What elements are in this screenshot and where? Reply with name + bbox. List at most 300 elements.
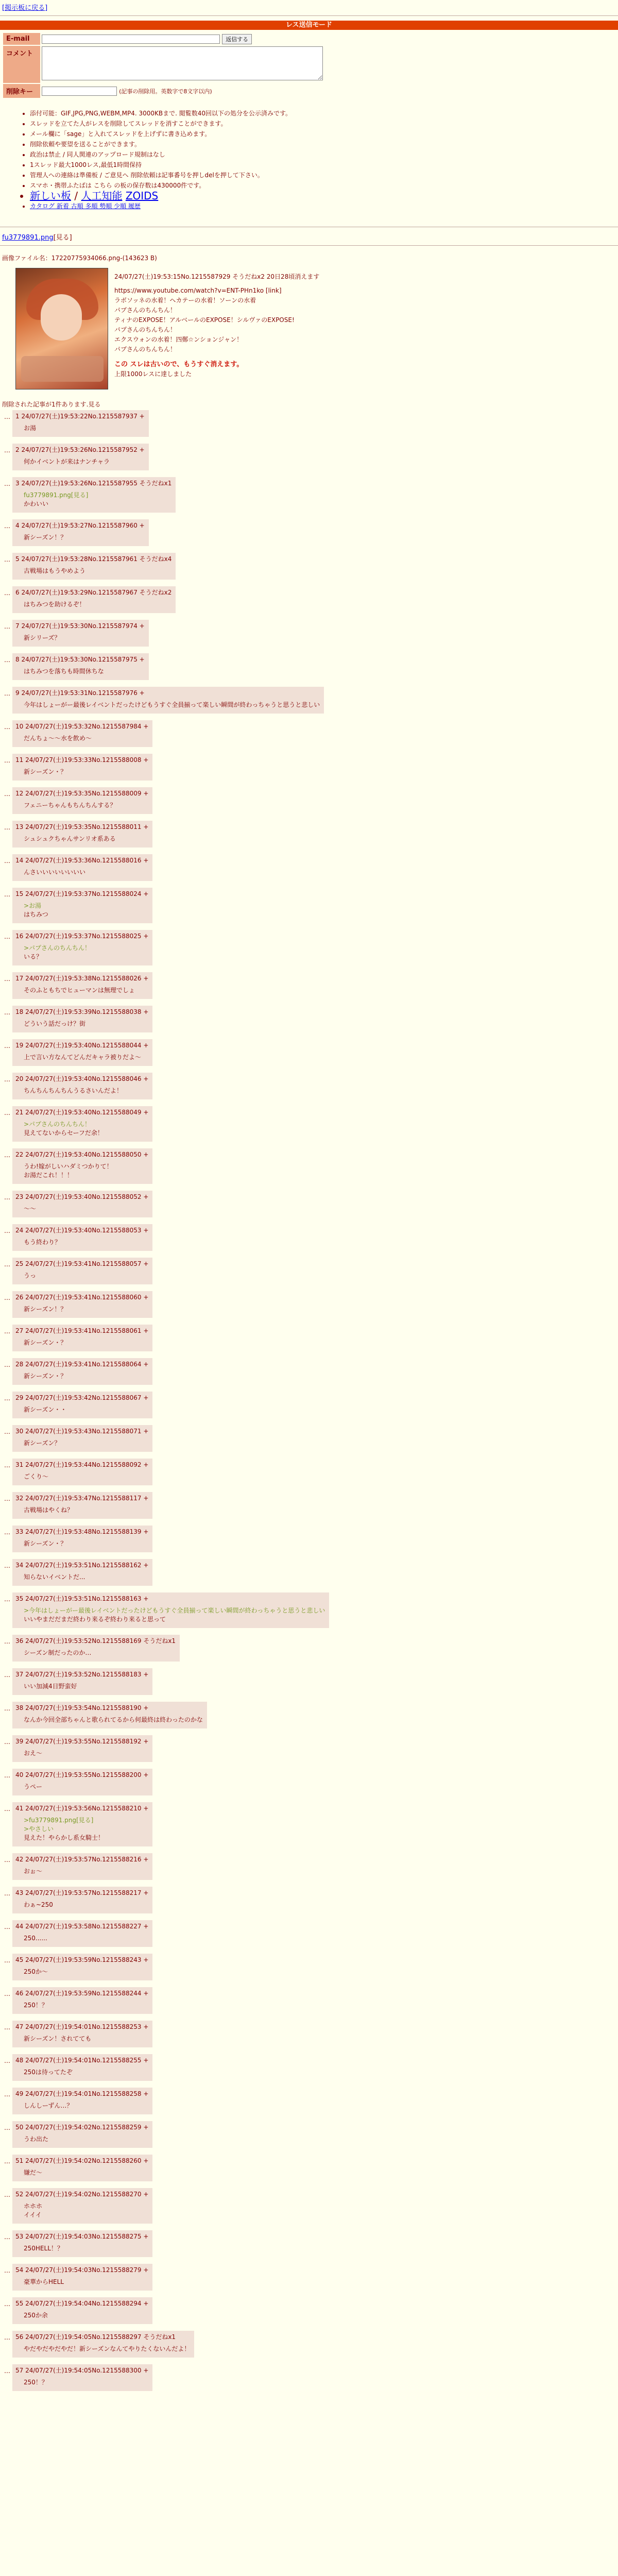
reply-body [24,2168,148,2177]
reply-box [12,1148,152,1184]
reply-header[interactable]: 38 24/07/27(土)19:53:54No.1215588190 + [15,1704,149,1711]
reply-box [12,2331,194,2358]
reply-body [24,634,145,642]
reply-indent-mark: … [4,1638,10,1645]
reply-box [12,754,152,781]
op-header: 24/07/27(土)19:53:15No.1215587929 そうだねx2 20日28頃消えます [114,273,320,280]
reply-indent-mark: … [4,1328,10,1335]
reply-box [12,2021,152,2047]
reply-header[interactable]: 11 24/07/27(土)19:53:33No.1215588008 + [15,756,149,764]
reply-text: ホホホ [24,2202,43,2210]
catalog-link[interactable]: カタログ 新着 古順 多順 勢順 少順 履歴 [30,202,141,210]
reply-box [12,444,149,470]
reply-header[interactable]: 43 24/07/27(土)19:53:57No.1215588217 + [15,1889,149,1896]
reply-header[interactable]: 16 24/07/27(土)19:53:37No.1215588025 + [15,933,149,940]
reply-body [24,1606,325,1624]
reply-box [12,1358,152,1385]
reply-body [24,2035,148,2043]
reply-indent-mark: … [4,975,10,982]
top-file-link [2,232,72,242]
reply-body [24,1749,148,1758]
reply-body [24,2244,148,2253]
reply-text: やだやだやだやだ！新シーズンなんてやりたくないんだよ！ [24,2345,191,2352]
notice-item: • 1スレッド最大1000レス,最低1時間保持 [30,160,291,170]
thumb-swimsuit [21,356,104,382]
reply-text: どういう話だっけ？街 [24,1020,86,1027]
reply-header[interactable]: 26 24/07/27(土)19:53:41No.1215588060 + [15,1294,149,1301]
reply-body [24,1472,148,1481]
reply-indent-mark: … [4,2057,10,2064]
reply-header[interactable]: 15 24/07/27(土)19:53:37No.1215588024 + [15,890,149,897]
reply-body [24,2311,148,2320]
reply-header[interactable]: 12 24/07/27(土)19:53:35No.1215588009 + [15,790,149,797]
reply-header[interactable]: 6 24/07/27(土)19:53:29No.1215587967 そうだねx2 [15,589,172,596]
reply-box [12,2264,152,2291]
reply-indent-mark: … [4,1076,10,1083]
reply-indent-mark: … [4,1361,10,1368]
reply-box [12,1668,152,1695]
op-line: ティナのEXPOSE！アルベールのEXPOSE！シルヴァのEXPOSE! [114,316,295,324]
reply-text: いる？ [24,953,43,960]
reply-header[interactable]: 37 24/07/27(土)19:53:52No.1215588183 + [15,1671,149,1678]
reply-indent-mark: … [4,2367,10,2375]
reply-text: 250HELL！？ [24,2245,63,2252]
reply-box [12,653,149,680]
reply-header[interactable]: 14 24/07/27(土)19:53:36No.1215588016 + [15,857,149,864]
reply-body [24,1338,148,1347]
reply-body [24,491,171,509]
reply-text: 嫌だ〜 [24,2169,43,2176]
reply-header[interactable]: 19 24/07/27(土)19:53:40No.1215588044 + [15,1042,149,1049]
reply-text: だんちょ〜〜水を飲め〜 [24,735,92,742]
comment-field[interactable] [42,46,323,80]
reply-header[interactable]: 51 24/07/27(土)19:54:02No.1215588260 + [15,2157,149,2164]
reply-header[interactable]: 42 24/07/27(土)19:53:57No.1215588216 + [15,1856,149,1863]
reply-indent-mark: … [4,2124,10,2131]
reply-header[interactable]: 22 24/07/27(土)19:53:40No.1215588050 + [15,1151,149,1158]
reply-indent-mark: … [4,1109,10,1116]
reply-text: はちみつを落ちも時間休ちな [24,668,104,675]
reply-box [12,854,152,881]
reply-box [12,2088,152,2114]
reply-header[interactable]: 13 24/07/27(土)19:53:35No.1215588011 + [15,823,149,831]
reply-header[interactable]: 28 24/07/27(土)19:53:41No.1215588064 + [15,1361,149,1368]
reply-text: 上で言い方なんてどんだキャラ被りだよ〜 [24,1054,142,1061]
reply-header[interactable]: 21 24/07/27(土)19:53:40No.1215588049 + [15,1109,149,1116]
reply-body [24,801,148,810]
reply-box [12,620,149,647]
reply-indent-mark: … [4,723,10,731]
reply-indent-mark: … [4,1462,10,1469]
reply-text: うわ出た [24,2136,49,2143]
reply-indent-mark: … [4,1772,10,1779]
reply-header[interactable]: 36 24/07/27(土)19:53:52No.1215588169 そうだねx1 [15,1637,176,1645]
reply-header[interactable]: 30 24/07/27(土)19:53:43No.1215588071 + [15,1428,149,1435]
thread-limit-note: 上限1000レスに達しました [114,370,192,378]
reply-text: 新シーズン！？ [24,1306,67,1313]
reply-box [12,1006,152,1032]
board-link-zoids[interactable]: ZOIDS [125,190,159,202]
reply-indent-mark: … [4,857,10,865]
reply-box [12,1425,152,1452]
reply-indent-mark: … [4,1705,10,1712]
reply-body [24,868,148,877]
reply-header[interactable]: 10 24/07/27(土)19:53:32No.1215587984 + [15,723,149,730]
reply-header[interactable]: 49 24/07/27(土)19:54:01No.1215588258 + [15,2090,149,2097]
reply-header[interactable]: 4 24/07/27(土)19:53:27No.1215587960 + [15,522,145,529]
reply-box [12,1492,152,1519]
op-body [114,286,295,379]
reply-indent-mark: … [4,757,10,764]
reply-box [12,1392,152,1418]
reply-text: そのふともちでヒューマンは無理でしょ [24,987,135,994]
reply-header[interactable]: 7 24/07/27(土)19:53:30No.1215587974 + [15,622,145,630]
reply-body [24,768,148,776]
notice-item: • 管理人への連絡は準備板 / ご意見へ 削除依頼は記事番号を押しdelを押して下さい。 [30,170,291,180]
reply-body [24,1020,148,1028]
reply-body [24,1816,148,1842]
reply-indent-mark: … [4,1805,10,1812]
reply-body [24,1867,148,1876]
reply-text: 新シリーズ？ [24,634,61,641]
reply-text: 新シーズン・？ [24,1540,67,1547]
notice-item: • 政治は禁止 / 同人関連のアップロード規制はなし [30,149,291,160]
reply-body [24,567,171,575]
reply-header[interactable]: 44 24/07/27(土)19:53:58No.1215588227 + [15,1923,149,1930]
op-line: エクスウォンの水着！四鄭☆ンションジャン！ [114,336,243,343]
reply-header[interactable]: 5 24/07/27(土)19:53:28No.1215587961 そうだねx4 [15,555,172,563]
reply-text: 新シーズン・？ [24,1372,67,1380]
reply-indent-mark: … [4,1957,10,1964]
reply-box [12,586,176,613]
reply-text: しんしーずん…？ [24,2102,73,2109]
delkey-note: (記事の削除用。英数字で8文字以内) [119,88,212,95]
reply-body [24,2278,148,2286]
reply-text: ちんちんちんちんうるさいんだよ！ [24,1087,123,1094]
reply-indent-mark: … [4,1856,10,1863]
reply-box [12,1106,152,1142]
reply-box [12,888,152,923]
notice-item: • 削除依頼や要望を送ることができます。 [30,139,291,149]
reply-body [24,2102,148,2110]
reply-indent-mark: … [4,1151,10,1159]
reply-header[interactable]: 46 24/07/27(土)19:53:59No.1215588244 + [15,1990,149,1997]
reply-text: お湯だこれ！！！ [24,1172,74,1179]
reply-indent-mark: … [4,1227,10,1234]
reply-indent-mark: … [4,2334,10,2341]
reply-indent-mark: … [4,2300,10,2308]
op-file-info[interactable]: 画像ファイル名：17220775934066.png-(143623 B) [2,255,157,262]
comment-label: コメント [3,46,40,83]
reply-box [12,930,152,965]
reply-box [12,2297,152,2324]
back-to-board-link[interactable] [2,2,47,12]
reply-indent-mark: … [4,656,10,664]
reply-box [12,519,149,546]
reply-body [24,1205,148,1213]
reply-text: 新シーズン！？ [24,534,67,541]
reply-body [24,1901,148,1909]
reply-text: いいやまだだまだ終わり来るぞ終わり来ると思って [24,1616,166,1623]
reply-body [24,2135,148,2144]
reply-header[interactable]: 54 24/07/27(土)19:54:03No.1215588279 + [15,2266,149,2274]
reply-body [24,1573,148,1582]
reply-indent-mark: … [4,891,10,898]
reply-body [24,835,148,843]
reply-body [24,2001,148,2010]
delkey-field[interactable] [42,87,117,96]
reply-indent-mark: … [4,2267,10,2274]
reply-box [12,1802,152,1846]
reply-text: 新シーズン・？ [24,768,67,775]
reply-text: わぁ~250 [24,1901,53,1908]
reply-box [12,1702,207,1728]
reply-header[interactable]: 45 24/07/27(土)19:53:59No.1215588243 + [15,1956,149,1963]
reply-box [12,1224,152,1251]
reply-body [24,1682,148,1691]
reply-box [12,1291,152,1318]
reply-indent-mark: … [4,1890,10,1897]
op-thumbnail-image[interactable] [15,268,108,389]
reply-header[interactable]: 17 24/07/27(土)19:53:38No.1215588026 + [15,975,149,982]
submit-button[interactable]: 返信する [222,34,252,44]
notice-item: • メール欄に「sage」と入れてスレッドを上げずに書き込めます。 [30,129,291,139]
reply-indent-mark: … [4,933,10,940]
reply-indent-mark: … [4,1428,10,1435]
reply-text: なんか今回全部ちゃんと歌られてるから何最終は終わったのかな [24,1716,203,1723]
reply-header[interactable]: 57 24/07/27(土)19:54:05No.1215588300 + [15,2367,149,2374]
reply-indent-mark: … [4,1596,10,1603]
notice-item: • スマホ・携帯ふたばは こちら の板の保存数は430000件です。 [30,180,291,191]
reply-indent-mark: … [4,790,10,798]
reply-box [12,1559,152,1586]
reply-box [12,687,324,714]
reply-box [12,1887,152,1913]
reply-text: シュシュクちゃんサンリオ系ある [24,835,116,842]
reply-body [24,1162,148,1180]
reply-body [24,1372,148,1381]
reply-box [12,410,149,437]
reply-indent-mark: … [4,1990,10,1997]
reply-body [24,1934,148,1943]
thumb-face [41,294,82,341]
reply-text: うっ [24,1272,37,1279]
reply-text: 250...... [24,1935,47,1942]
reply-text: 何かイベントが来はナンチャラ [24,458,110,465]
reply-text: 新シーズン！されてても [24,2035,92,2042]
reply-header[interactable]: 23 24/07/27(土)19:53:40No.1215588052 + [15,1193,149,1200]
email-label: E-mail [3,33,40,45]
reply-box [12,972,152,999]
file-view-suffix: [見る] [53,234,72,242]
reply-header[interactable]: 8 24/07/27(土)19:53:30No.1215587975 + [15,656,145,663]
reply-header[interactable]: 32 24/07/27(土)19:53:47No.1215588117 + [15,1495,149,1502]
reply-header[interactable]: 24 24/07/27(土)19:53:40No.1215588053 + [15,1227,149,1234]
reply-header[interactable]: 50 24/07/27(土)19:54:02No.1215588259 + [15,2124,149,2131]
reply-box [12,477,176,513]
reply-indent-mark: … [4,1395,10,1402]
reply-header[interactable]: 47 24/07/27(土)19:54:01No.1215588253 + [15,2023,149,2030]
reply-header[interactable]: 35 24/07/27(土)19:53:51No.1215588163 + [15,1595,149,1602]
reply-body [24,667,145,676]
reply-header[interactable]: 9 24/07/27(土)19:53:31No.1215587976 + [15,689,145,697]
reply-body [24,1439,148,1448]
reply-body [24,2378,148,2387]
reply-box [12,1039,152,1066]
reply-text: フェニーちゃんもちんちんする？ [24,802,116,809]
reply-quote: >パプさんのちんちん！ [24,1121,91,1128]
reply-body [24,1305,148,1314]
reply-box [12,2188,152,2224]
reply-indent-mark: … [4,1294,10,1301]
reply-box [12,2364,152,2391]
reply-body [24,944,148,961]
reply-indent-mark: … [4,556,10,563]
reply-body [24,1053,148,1062]
reply-text: もう終わり？ [24,1239,61,1246]
reply-box [12,821,152,848]
reply-body [24,1716,203,1724]
reply-header[interactable]: 3 24/07/27(土)19:53:26No.1215587955 そうだねx1 [15,480,172,487]
reply-body [24,424,145,433]
reply-indent-mark: … [4,480,10,487]
board-link-new[interactable]: 新しい板 [30,190,71,202]
board-link-ai[interactable]: 人工知能 [81,190,123,202]
reply-text: 今年はしょーがー最後レイベントだったけどもうすぐ全員揃って楽しい瞬間が終わっちゃうと思うと悲しい [24,701,320,708]
reply-text: 古戦場はやくね？ [24,1506,74,1514]
reply-text: 新シーズン？ [24,1439,61,1447]
notice-item: • スレッドを立てた人がレスを削除してスレッドを消すことができます。 [30,118,291,129]
reply-box [12,2121,152,2148]
reply-header[interactable]: 20 24/07/27(土)19:53:40No.1215588046 + [15,1075,149,1082]
reply-box [12,1592,329,1628]
reply-body [24,533,145,542]
reply-body [24,1120,148,1138]
op-line: パプさんのちんちん！ [114,307,177,314]
reply-indent-mark: … [4,1495,10,1502]
email-field[interactable] [42,35,220,44]
reply-body [24,1238,148,1247]
reply-body [24,1087,148,1095]
reply-text: 新シーズン・？ [24,1339,67,1346]
reply-text: 古戦場はもうやめよう [24,567,86,574]
reply-header[interactable]: 29 24/07/27(土)19:53:42No.1215588067 + [15,1394,149,1401]
reply-header[interactable]: 56 24/07/27(土)19:54:05No.1215588297 そうだねx1 [15,2333,176,2341]
reply-text: 〜〜 [24,1205,37,1212]
reply-header[interactable]: 41 24/07/27(土)19:53:56No.1215588210 + [15,1805,149,1812]
divider [0,15,618,16]
reply-box [12,1191,152,1217]
reply-header[interactable]: 1 24/07/27(土)19:53:22No.1215587937 + [15,413,145,420]
reply-body [24,986,148,995]
reply-quote: >今年はしょーがー最後レイベントだったけどもうすぐ全員揃って楽しい瞬間が終わっちゃうと思うと悲しい [24,1607,325,1614]
reply-box [12,1920,152,1947]
reply-header[interactable]: 18 24/07/27(土)19:53:39No.1215588038 + [15,1008,149,1015]
reply-header[interactable]: 27 24/07/27(土)19:53:41No.1215588061 + [15,1327,149,1334]
reply-text: 見えた！やらかし系女騎士！ [24,1834,105,1841]
reply-indent-mark: … [4,589,10,597]
reply-text: 見えてないからセーフだ余！ [24,1129,104,1137]
catalog-links [30,201,291,211]
reply-text: 新シーズン・・ [24,1406,67,1413]
reply-header[interactable]: 39 24/07/27(土)19:53:55No.1215588192 + [15,1738,149,1745]
reply-header[interactable]: 52 24/07/27(土)19:54:02No.1215588270 + [15,2191,149,2198]
reply-box [12,2230,152,2257]
reply-body [24,734,148,743]
reply-box [12,787,152,814]
reply-form [2,32,324,99]
reply-box [12,1853,152,1880]
thread-expiry-warning: この スレは古いので、もうすぐ消えます。 [114,361,244,368]
reply-box [12,1635,180,1662]
reply-text: シーズン制だったのか… [24,1649,92,1656]
reply-text: おぉ〜 [24,1868,43,1875]
reply-header[interactable]: 25 24/07/27(土)19:53:41No.1215588057 + [15,1260,149,1267]
reply-text: ごくり〜 [24,1473,49,1480]
reply-header[interactable]: 34 24/07/27(土)19:53:51No.1215588162 + [15,1562,149,1569]
op-line: https://www.youtube.com/watch?v=ENT-PHn1ko [link] [114,287,282,294]
divider [0,245,618,246]
delkey-label: 削除キー [3,84,40,98]
back-link[interactable]: [掲示板に戻る] [2,4,48,12]
reply-indent-mark: … [4,2191,10,2198]
reply-header[interactable]: 33 24/07/27(土)19:53:48No.1215588139 + [15,1528,149,1535]
reply-quote: >お湯 [24,902,42,909]
reply-indent-mark: … [4,2158,10,2165]
reply-indent-mark: … [4,1562,10,1569]
reply-indent-mark: … [4,2024,10,2031]
reply-body [24,2345,190,2353]
reply-text: 250！？ [24,2002,48,2009]
reply-indent-mark: … [4,1738,10,1745]
reply-text: 250！？ [24,2379,48,2386]
reply-text: イイイ [24,2211,42,2218]
reply-text: おえ〜 [24,1750,43,1757]
reply-indent-mark: … [4,1009,10,1016]
reply-indent-mark: … [4,1042,10,1049]
op-line: パプさんのちんちん！ [114,346,177,353]
reply-header[interactable]: 53 24/07/27(土)19:54:03No.1215588275 + [15,2233,149,2240]
reply-text: 250か余 [24,2312,48,2319]
reply-text: お湯 [24,425,37,432]
reply-body [24,2202,148,2219]
reply-header[interactable]: 55 24/07/27(土)19:54:04No.1215588294 + [15,2300,149,2307]
reply-box [12,1987,152,2014]
reply-body [24,1506,148,1515]
reply-header[interactable]: 48 24/07/27(土)19:54:01No.1215588255 + [15,2057,149,2064]
reply-quote: fu3779891.png[見る] [24,492,89,499]
reply-box [12,1735,152,1762]
reply-body [24,701,320,709]
reply-body [24,902,148,919]
reply-text: うわ!嫁がしいハダミつかりて！ [24,1163,113,1170]
reply-box [12,1325,152,1351]
reply-indent-mark: … [4,1194,10,1201]
reply-indent-mark: … [4,1923,10,1930]
reply-header[interactable]: 31 24/07/27(土)19:53:44No.1215588092 + [15,1461,149,1468]
reply-text: んさいいいいいいいい [24,869,86,876]
file-link[interactable]: fu3779891.png [2,234,54,242]
reply-header[interactable]: 40 24/07/27(土)19:53:55No.1215588200 + [15,1771,149,1778]
op-line: パプさんのちんちん！ [114,326,177,333]
reply-text: いい加減4日野蛮好 [24,1683,77,1690]
reply-quote: >やさしい [24,1825,54,1833]
reply-box [12,553,176,580]
deleted-notice[interactable]: 削除された記事が1件あります.見る [2,401,101,408]
reply-box [12,1073,152,1099]
reply-header[interactable]: 2 24/07/27(土)19:53:26No.1215587952 + [15,446,145,453]
reply-text: 250は待ってたぞ [24,2069,73,2076]
